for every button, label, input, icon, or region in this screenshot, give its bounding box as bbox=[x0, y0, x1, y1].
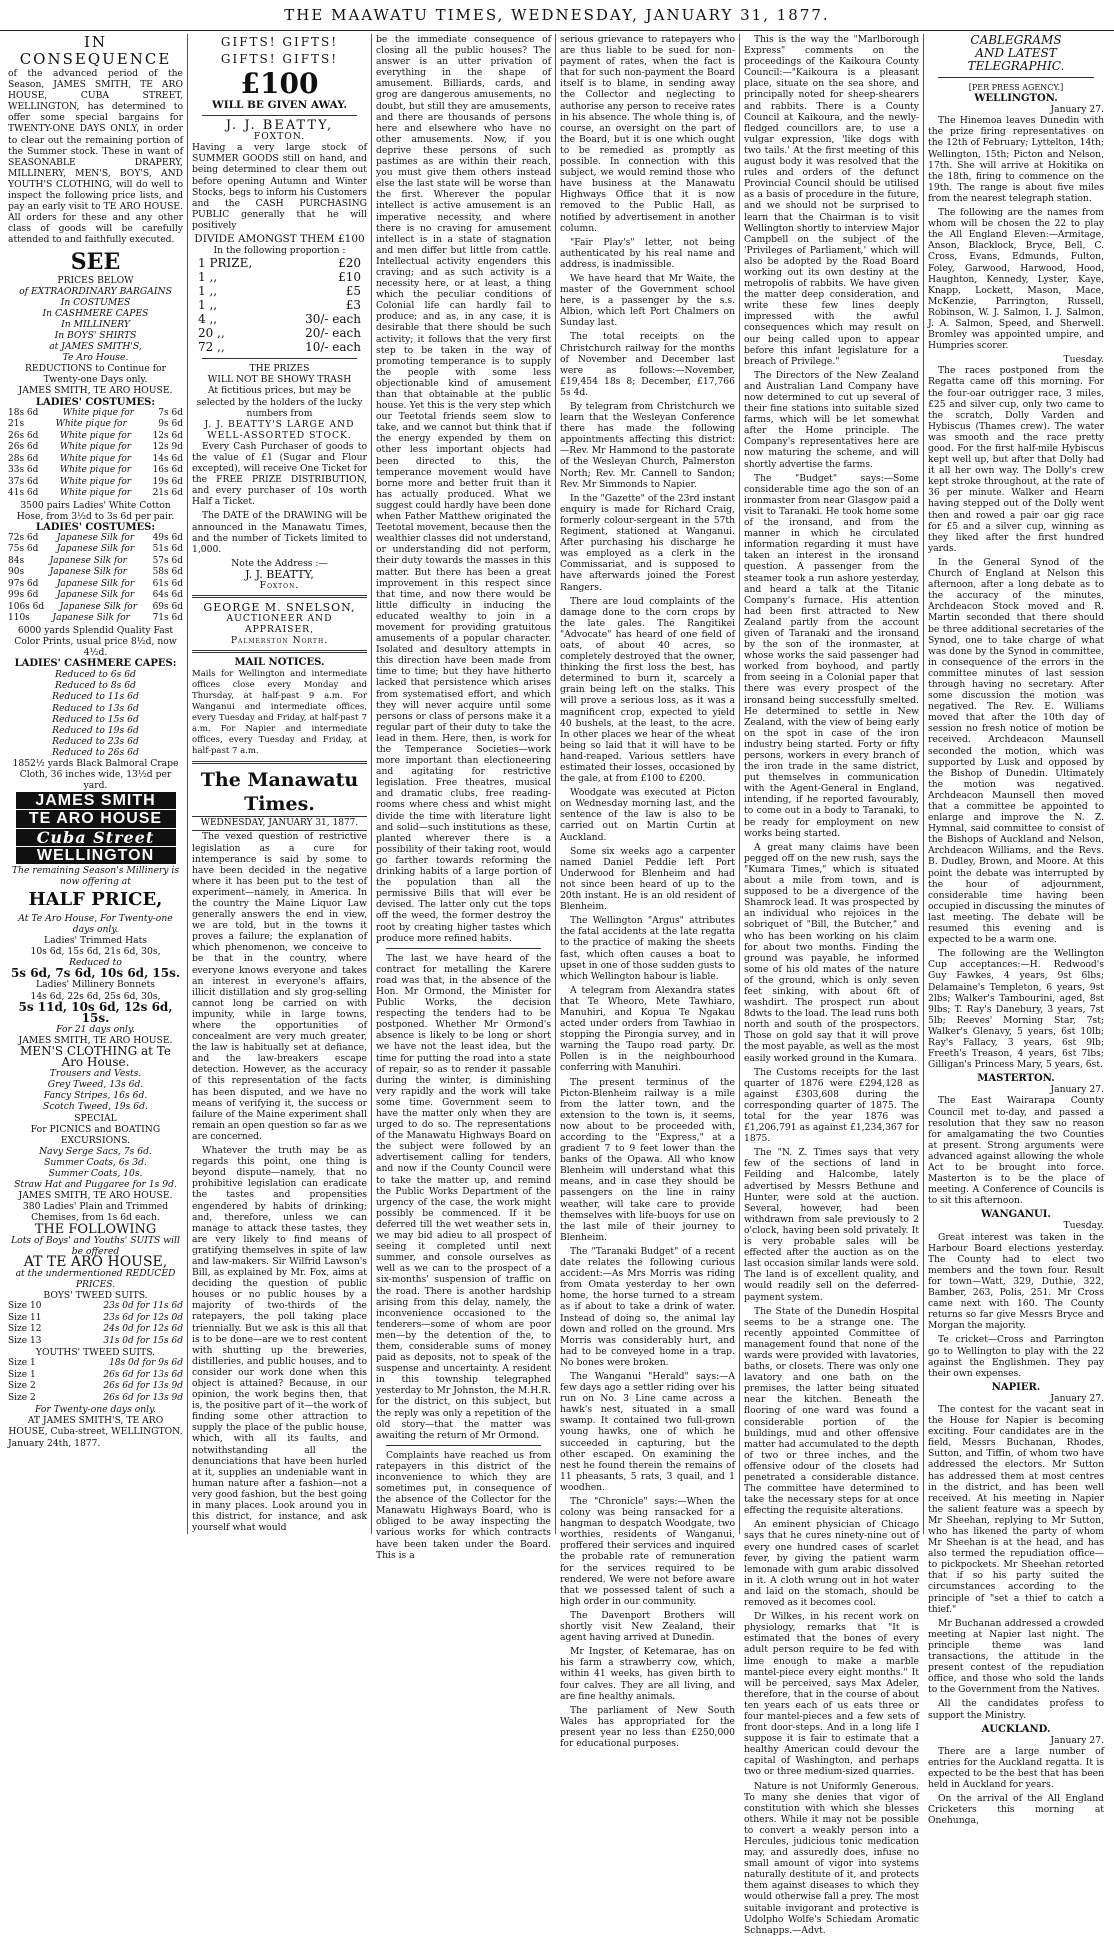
list-item: Reduced to 15s 6d bbox=[52, 713, 139, 725]
wan-text2: Te cricket—Cross and Parrington go to Wellington to play with the 22 against the Englishmen. They pay their own expenses. bbox=[928, 1334, 1104, 1379]
price-cell: 106s 6d bbox=[8, 601, 45, 612]
rule bbox=[202, 115, 357, 116]
bonnet-red: 5s 11d, 10s 6d, 12s 6d, 15s. bbox=[18, 999, 173, 1025]
price-row bbox=[8, 1301, 183, 1313]
column-2 bbox=[188, 34, 372, 1534]
column-6 bbox=[924, 33, 1108, 1827]
price-cell: White pique for bbox=[59, 430, 132, 441]
prize-cell: 1 ,, bbox=[198, 298, 218, 313]
price-cell: 61s 6d bbox=[152, 578, 183, 589]
price-cell: 14s 6d bbox=[152, 453, 183, 464]
list-item: Fancy Stripes, 16s 6d. bbox=[43, 1090, 148, 1102]
price-cell: 26s 6d for 13s 6d bbox=[103, 1369, 183, 1380]
price-row bbox=[8, 488, 183, 500]
addr-name: J. J. BEATTY, bbox=[245, 567, 314, 581]
price-row bbox=[8, 613, 183, 625]
prize-cell: £20 bbox=[338, 256, 361, 271]
list-item: Reduced to 23s 6d bbox=[52, 735, 139, 747]
editorial-1: The vexed question of restrictive legislation as a cure for intemperance is said by some to have been decided in the negative where it has been put to the test of experiment—namely, in America. In the country the Maine Liquor Law generally answers the end in view, we are told, but in the towns it proves a failure; the explanation of which phenomenon, we conceive to be that in the country, where everyone knows everyone and takes an interest in everyone's affairs, illicit distillation and sly grog-selling cannot long be carried on with impunity, while in large towns, where the opportunities of concealment are very much greater, the law is habitually set at defiance, and the law-breakers escape detection. However, as the accuracy of this representation of the facts has been disputed, and we have no means of verifying it, the success or failure of the Maine experiment shall remain an open question so far as we are concerned. bbox=[192, 831, 367, 1142]
price-cell: White pique for bbox=[59, 442, 132, 453]
note-addr: Note the Address :— bbox=[231, 557, 328, 569]
telegraphic-head: AND LATEST TELEGRAPHIC. bbox=[967, 46, 1065, 73]
price-cell: 110s bbox=[8, 613, 30, 624]
col3-text1: be the immediate consequence of closing all the public houses? The answer is an utter privation of everything in the shape of amusement. Billiards, cards, and grog are dangerous amusements, no doubt, but still they are amusements, and there are thousands of persons here and elsewhere who have no other amusements. Now, if you deprive these persons of such pastimes as are within their reach, you must give them others instead else the last state will be worse than the first. Wherever the popular intellect is active amusement is an imperative necessity, and where there is no craving for amusement intellect is in a state of stagnation and men differ but little from cattle. Intellectual activity engenders this craving; and as such activity is a necessity here, or at least, a thing which the peculiar conditions of Colonial life can hardly fail to produce; and as, in any case, it is desirable that there should be such activity; it follows that the very first step to be taken in the way of promoting temperance is to supply the people with some less objectionable kind of amusement than that obtainable at the public house. Yet this is the very step which our Teetotal friends seem slow to take, and we cannot but think that if the energy expended by them on other less important objects had been directed to this, the temperance movement would have borne more and better fruit than it has actually produced. What we suggest could hardly have been done when Father Matthew originated the Teetotal movement, because then the wealthier classes did not understand, or understanding did not perform, their duty towards the masses in this matter. But there has been a great improvement in this respect since that time, and now there would be little difficulty in inducing the educated wealthy to join in a movement for providing gratuitous amusements of a popular character. Isolated and desultory attempts in this direction have been made from time to time; but they have hitherto lacked that persistence which arises from systematised effort, and which they will never acquire until some persons or class of persons make it a regular part of their duty to take the lead in them. Here, then, is work for the Temperance Societies—work more important than electioneering and agitating for restrictive legislation. Free theatres, musical and dramatic clubs, free reading-rooms where chess and whist might divide the time with literature light and solid—such institutions as these, planted wherever there is a possibility of their taking root, would go farther towards reforming the drinking habits of a large portion of the population than all the permissive Bills that will ever be devised. The latter only cut the tops off the weed, the former destroy the root by creating higher tastes which produce more refined habits. bbox=[376, 34, 551, 944]
price-cell: Size 1 bbox=[8, 1358, 36, 1369]
nap-text2: Mr Buchanan addressed a crowded meeting at Napier last night. The principle theme was land transactions, the attitude in the present contest of the repudiation office, and those who sold the lands to the Government from the Natives. bbox=[928, 1617, 1104, 1696]
prize-cell: 4 ,, bbox=[198, 312, 218, 327]
list-item: Reduced to 26s 6d bbox=[52, 746, 139, 758]
price-cell: 37s 6d bbox=[8, 476, 39, 487]
nap-text3: All the candidates profess to support the Ministry. bbox=[928, 1698, 1104, 1721]
js2: JAMES SMITH, TE ARO HOUSE. bbox=[18, 1034, 173, 1046]
price-cell: 57s 6d bbox=[152, 555, 183, 566]
proportion: In the following proportion : bbox=[213, 245, 346, 257]
mail-head: MAIL NOTICES. bbox=[234, 657, 325, 669]
col3-text2: The last we have heard of the contract for metalling the Karere road was that, in the absence of the Hon. Mr Ormond, the Minister for Public Works, the decision respecting the tenders had to be postponed. Whether Mr Ormond's absence is likely to be long or short we have not the least idea, but the time for putting the road into a state of repair, so as to render it passable during the winter, is diminishing very rapidly and the work will take some time. Government seem to have the matter only when they are urged to do so. The representations of the Manawatu Highways Board on the subject were followed by an advertisement calling for tenders, and now if the County Council were to take the matter up, and remind the Public Works Department of the urgency of the case, the work might possibly be commenced. If it be deferred till the wet weather sets in, we may bid adieu to all prospect of seeing it completed until next summer, and console ourselves as well as we can to the prospect of a six-months' suspension of traffic on the road. There is another hardship arising from this delay, namely, the inconvenience occasioned to the tenderers—some of whom are poor men—by the detention of the, to them, considerable sums of money paid as deposits, not to speak of the suspense and uncertainty. A resident in this township telegraphed yesterday to Mr Johnston, the M.H.R. for the district, on this subject, but the reply was only a repetition of the old story—that the matter was awaiting the return of Mr Ormond. bbox=[376, 952, 552, 1441]
price-row bbox=[8, 419, 183, 431]
youths-head: YOUTHS' TWEED SUITS. bbox=[35, 1347, 156, 1359]
auk-text: There are a large number of entries for the Auckland regatta. It is expected to be the best that has been held in Auckland for years. bbox=[928, 1745, 1104, 1791]
price-cell: 18s 6d bbox=[8, 407, 39, 418]
price-row bbox=[8, 1381, 183, 1393]
price-cell: 75s 6d bbox=[8, 544, 39, 555]
price-cell: Size 2 bbox=[8, 1381, 36, 1392]
price-cell: 31s 0d for 15s 6d bbox=[103, 1335, 183, 1346]
price-cell: 71s 6d bbox=[152, 613, 183, 624]
block-te-aro: TE ARO HOUSE bbox=[16, 810, 176, 827]
rule bbox=[192, 650, 367, 653]
col4-text8: Woodgate was executed at Picton on Wednesday morning last, and the sentence of the law is also to be carried out on Martin Curtin at Auckland. bbox=[560, 787, 735, 843]
column-3 bbox=[372, 34, 556, 1561]
prize-cell: 20 ,, bbox=[198, 326, 225, 341]
price-row bbox=[8, 431, 183, 443]
column-5 bbox=[740, 34, 924, 1936]
consequence-title: IN CONSEQUENCE bbox=[19, 33, 172, 68]
price-row bbox=[8, 567, 183, 579]
at-tah: AT TE ARO HOUSE, bbox=[23, 1253, 168, 1270]
price-row bbox=[8, 408, 183, 420]
price-cell: Japanese Silk for bbox=[56, 590, 135, 601]
palmerston: Palmerston North. bbox=[230, 635, 329, 647]
list-item: Straw Hat and Puggaree for 1s 9d. bbox=[14, 1179, 177, 1191]
list-item: Summer Coats, 10s. bbox=[48, 1168, 143, 1180]
col4-text12: The present terminus of the Picton-Blenheim railway is a mile from the latter town, and the extension to the town is, it seems, now about to be proceeded with, according to the "Express," at a gradient 7 to 9 feet lower than the banks of the Opawa. All who know Blenheim will understand what this means, and in case they should be passengers on the line in rainy weather, will take care to provide themselves with life-buoys for use on the last mile of their journey to Blenheim. bbox=[560, 1076, 735, 1243]
capes-list bbox=[8, 669, 183, 758]
rule bbox=[192, 595, 367, 598]
tuesday: Tuesday. bbox=[1063, 354, 1104, 366]
price-row bbox=[8, 465, 183, 477]
price-row bbox=[8, 1393, 183, 1405]
every-cash: Every Cash Purchaser of goods to the value of £1 (Sugar and Flour excepted), will receive One Ticket for the FREE PRIZE DISTRIBUTION, and every purchaser of 10s worth Half a Ticket. bbox=[192, 440, 367, 508]
col3-text3: Complaints have reached us from ratepayers in this district of the inconvenience to which they are sometimes put, in consequence of the absence of the Collector for the Manawatu Highways Board, who is obliged to be away inspecting the various works for which contracts have been taken under the Board. This is a bbox=[376, 1449, 551, 1561]
prize-cell: £10 bbox=[338, 270, 361, 285]
col5-text9: Dr Wilkes, in his recent work on physiology, remarks that "It is estimated that the bones of every adult person require to be fed with lime enough to make a marble mantel-piece every eight months." It will be perceived, says Max Adeler, therefore, that in the course of about ten years each of us eats three or four mantel-pieces and a few sets of front door-steps. And in a long life I suppose it is fair to estimate that a healthy American could devour the capital of Washington, and perhaps two or three medium-sized quarries. bbox=[744, 1611, 919, 1778]
prints-line: 6000 yards Splendid Quality Fast Color Prints, usual price 8½d, now 4½d. bbox=[14, 624, 177, 659]
wan-date: Tuesday. bbox=[1063, 1220, 1104, 1232]
price-row bbox=[8, 590, 183, 602]
prize-cell: £3 bbox=[345, 298, 361, 313]
column-1 bbox=[4, 34, 188, 1534]
price-cell: Size 2 bbox=[8, 1392, 36, 1403]
col4-text2: "Fair Play's" letter, not being authenticated by his real name and address, is inadmissible. bbox=[560, 236, 735, 270]
price-cell: White pique for bbox=[55, 419, 127, 430]
price-row bbox=[8, 556, 183, 568]
list-item: Reduced to 13s 6d bbox=[52, 702, 139, 714]
js-line: JAMES SMITH, TE ARO HOUSE. bbox=[18, 385, 173, 397]
price-cell: 26s 6d bbox=[8, 442, 39, 453]
price-row bbox=[8, 477, 183, 489]
prize-row bbox=[192, 270, 367, 284]
col4-text6: In the "Gazette" of the 23rd instant enquiry is made for Richard Craig, formerly colour-sergeant in the 57th Regiment, stationed at Wanganui. After purchasing his discharge he was employed as a clerk in the Commissariat, and is supposed to have afterwards joined the Forest Rangers. bbox=[560, 492, 735, 593]
price-cell: 23s 6d for 12s 0d bbox=[103, 1312, 183, 1323]
bonnet-prices: 14s 6d, 22s 6d, 25s 6d, 30s, bbox=[30, 990, 161, 1002]
price-cell: 28s 6d bbox=[8, 453, 39, 464]
beatty-stock: J. J. BEATTY'S LARGE AND WELL-ASSORTED STOCK. bbox=[204, 418, 355, 441]
col4-text15: The "Chronicle" says:—When the colony was being ransacked for a hangman to despatch Woodgate, two worthies, residents of Wanganui, proffered their services and inquired the probable rate of remuneration for the services required to be rendered. We were not before aware that we possessed talent of such a high order in our community. bbox=[560, 1496, 735, 1607]
mas-text: The East Wairarapa County Council met to-day, and passed a resolution that they saw no reason for amalgamating the two Counties at present. Strong arguments were advanced against allowing the whole Act to be brought into force. Masterton is to be the place of meeting. A Conference of Councils is to sit this afternoon. bbox=[928, 1095, 1104, 1207]
list-item: Trousers and Vests. bbox=[49, 1068, 142, 1080]
col5-text2: The Directors of the New Zealand and Australian Land Company have now determined to cut up several of their fine stations into suitable sized farms, which will be let somewhat after the Home principle. The Company's representatives here are now maturing the scheme, and will shortly advertise the farms. bbox=[744, 369, 919, 470]
col5-text6: The "N. Z. Times says that very few of the sections of land in Feilding and Halcombe, lately advertised by Messrs Bethune and Hunter, were sold at the auction. Several, however, had been withdrawn from sale previously to 2 o'clock, having been sold privately. It is very probable sales will be effected after the auction as on the last occasion similar lands were sold. The land is of excellent quality, and would readily sell on the deferred-payment system. bbox=[744, 1147, 919, 1303]
price-cell: Size 10 bbox=[8, 1301, 42, 1312]
col4-text14: The Wanganui "Herald" says:—A few days ago a settler riding over his run on No. 3 Line came across a hawk's nest, situated in a small swamp. It contained two full-grown young hawks, one of which he succeeded in capturing, but the other escaped. On examining the nest he found therein the remains of 11 pheasants, 5 rats, 3 quail, and 1 woodhen. bbox=[560, 1370, 735, 1493]
wel-text: The Hinemoa leaves Dunedin with the prize firing representatives on the 12th of February; Lyttelton, 14th; Wellington, 15th; Picton and Nelson, 17th. She will arrive at Hokitika on the 18th, firing to commence on the 19th. The range is about five miles from the nearest telegraph station. bbox=[928, 115, 1104, 204]
col4-text17: Mr Ingster, of Ketemarae, has on his farm a strawberry cow, which, within 41 weeks, has given birth to four calves. They are all living, and are fine healthy animals. bbox=[560, 1646, 735, 1702]
price-row bbox=[8, 1313, 183, 1325]
remaining: The remaining Season's Millinery is now offering at bbox=[11, 864, 180, 887]
prize-row bbox=[192, 256, 367, 270]
col5-text1: This is the way the "Marlborough Express" comments on the proceedings of the Kaikoura County Council:—"Kaikoura is a pleasant place, situate on the sea shore, and principally noted for sheep-shearers and rabbits. There is a County Council at Kaikoura, and the newly-fledged councillors are, to use a vulgar expression, 'like dogs with two tails.' At the first meeting of this august body it was resolved that the rules and orders of the defunct Provincial Council should be utilised as a basis of procedure in the future, and we should not be surprised to learn that the Chairman is to visit Wellington shortly to interview Major Campbell on the subject of the 'Privileges of Parliament,' which will also be adopted by the Road Board working out its own destiny at the metropolis of rabbits. We have given the matter deep consideration, and write these few lines deeply impressed with the awful consequences which may result on our being called upon to appear before this infant legislature for a breach of Privilege." bbox=[744, 34, 919, 367]
price-row bbox=[8, 454, 183, 466]
address: AT JAMES SMITH'S, TE ARO HOUSE, Cuba-street, WELLINGTON. bbox=[8, 1415, 183, 1438]
in-list-0: In COSTUMES bbox=[60, 296, 131, 308]
picnics: For PICNICS and BOATING EXCURSIONS. bbox=[30, 1123, 161, 1146]
col4-text5: By telegram from Christchurch we learn that the Wesleyan Conference there has made the following appointments affecting this district:—Rev. Mr Hammond to the pastorate of the Wesleyan Church, Palmerston North; Rev. Mr. Cannell to Sandon; Rev. Mr Simmonds to Napier. bbox=[560, 401, 735, 490]
lots: Lots of Boys' and Youths' SUITS will be offered bbox=[11, 1234, 180, 1257]
nap-text: The contest for the vacant seat in the House for Napier is becoming exciting. Four candidates are in the field, Messrs Buchanan, Rhodes, Sutton, and Tiffin, of whom two have addressed the electors. Mr Sutton has addressed them at most centres in the district, and has been well received. At his meeting in Napier the salient feature was a speech by Mr Sheehan, replying to Mr Sutton, who has likened the party of whom Mr Sheehan is at the head, and has also termed the repudiation office—to pickpockets. Mr Sheehan retorted that if so his party suited the circumstances according to the principle of "set a thief to catch a thief." bbox=[928, 1403, 1104, 1615]
price-cell: Japanese Silk for bbox=[59, 601, 138, 612]
following: THE FOLLOWING bbox=[34, 1221, 157, 1237]
in-list-1: In CASHMERE CAPES bbox=[42, 307, 149, 319]
price-cell: 24s 0d for 12s 6d bbox=[103, 1324, 183, 1335]
date: January 24th, 1877. bbox=[8, 1437, 101, 1449]
gifts-heading: GIFTS! GIFTS! GIFTS! GIFTS! bbox=[220, 35, 339, 66]
wan-text: Great interest was taken in the Harbour Board elections yesterday. The County had to elect two members and the town four. Result for town—Watt, 329, Duthie, 322, Bamber, 263, Polis, 251. Mr Cross came next with 160. The County returns so far give Messrs Bryce and Morgan the majority. bbox=[928, 1231, 1104, 1332]
price-cell: 21s 6d bbox=[152, 488, 183, 499]
auckland-head: AUCKLAND. bbox=[981, 1723, 1051, 1735]
beatty-ad bbox=[192, 34, 367, 831]
list-item: Summer Coats, 6s 3d. bbox=[44, 1156, 147, 1168]
block-cuba: Cuba Street bbox=[16, 829, 176, 846]
col5-text3: The "Budget" says:—Some considerable time ago the son of an ironmaster from near Glasgow paid a visit to Taranaki. He took home some of the ironsand, and from the manner in which he circulated information regarding it must have taken an interest in the ironsand question. A passenger from the steamer took a run ashore yesterday, and heard a talk at the Titanic Company's furnace. His attention had been first attracted to New Zealand partly from the account given of Taranaki and the ironsand by the son of the ironmaster, at whose works the said passenger had worked from boyhood, and partly from seeing in a Colonial paper that there was every prospect of the ironsand being successfully smelted. He determined to settle in New Zealand, with the view of being early on the spot in case of the iron industry being started. Forty or fifty persons, workers in every branch of the iron trade in the same district, put themselves in communication with the Agent-General in England, intending, if he reported favourably, to come out in a body to Taranaki, to be ready for employment on new works being started. bbox=[744, 472, 919, 839]
at-te-aro: At Te Aro House, For Twenty-one days only. bbox=[18, 912, 173, 935]
column-4 bbox=[556, 34, 740, 1749]
block-james-smith: JAMES SMITH bbox=[16, 792, 176, 809]
col4-text10: The Wellington "Argus" attributes the fatal accidents at the late regatta to the practice of making the sheets fast, which often causes a boat to upset in one of those sudden gusts to which Wellington habour is liable. bbox=[560, 915, 735, 982]
price-cell: Japanese Silk for bbox=[56, 532, 135, 543]
masthead: THE MAAWATU TIMES, WEDNESDAY, JANUARY 31, 1877. bbox=[0, 0, 1114, 31]
price-cell: 26s 6d for 13s 9d bbox=[103, 1392, 183, 1403]
prize-list bbox=[192, 256, 367, 354]
prize-cell: 30/- each bbox=[305, 312, 361, 327]
col5-text8: An eminent physician of Chicago says that he cures ninety-nine out of every one hundred cases of scarlet fever, by giving the patient warm lemonade with gum arabic dissolved in it. A cloth wrung out in hot water and laid on the stomach, should be removed as it becomes cool. bbox=[744, 1519, 919, 1609]
col5-text5: The Customs receipts for the last quarter of 1876 were £294,128 as against £303,608 during the corresponding quarter of 1875. The total for the year 1876 was £1,206,791 as against £1,234,367 for 1875. bbox=[744, 1066, 919, 1145]
beatty-place: FOXTON. bbox=[253, 131, 306, 143]
wanganui-head: WANGANUI. bbox=[981, 1209, 1051, 1221]
beatty-intro: Having a very large stock of SUMMER GOODS still on hand, and being determined to clear them out before opening Autumn and Winter Stocks, begs to inform his Customers and the CASH PURCHASING PUBLIC generally that he will positively bbox=[192, 142, 367, 231]
price-cell: 33s 6d bbox=[8, 465, 39, 476]
list-item: Reduced to 11s 6d bbox=[52, 691, 139, 703]
special: SPECIAL bbox=[74, 1112, 117, 1124]
for21b: For Twenty-one days only. bbox=[35, 1404, 156, 1416]
price-cell: Japanese Silk for bbox=[56, 544, 135, 555]
costumes-head: LADIES' COSTUMES: bbox=[35, 396, 156, 408]
price-cell: White pique for bbox=[59, 453, 132, 464]
prices-below: PRICES BELOW bbox=[57, 274, 134, 286]
col4-text3: We have heard that Mr Waite, the master of the Government school here, is a passenger by the s.s. Albion, which left Port Chalmers on Sunday last. bbox=[560, 272, 735, 329]
price-cell: White pique for bbox=[59, 488, 132, 499]
prize-cell: 1 ,, bbox=[198, 270, 218, 285]
costumes-list bbox=[8, 408, 183, 500]
col4-text11: A telegram from Alexandra states that Te Wheoro, Mete Tawhiaro, Manuhiri, and Kopua Te Ngakau acted under orders from Tawhiao in stopping the Pirongia survey, and in warning the Taupo road party. Dr. Pollen is in the neighbourhood conferring with Manuhiri. bbox=[560, 984, 735, 1074]
editorial-2: Whatever the truth may be as regards this point, one thing is beyond dispute—namely, that no prohibitive legislation can eradicate the tastes and propensities engendered by habits of drinking; and, therefore, unless we can manage to attack these tastes, they are very likely to find means of gratifying themselves in spite of law and law-makers. Sir Wilfrid Lawson's Bill, as explained by Mr. Fox, aims at deciding the question of public houses or no public houses by a majority of two-thirds of the ratepayers, the poll taking place triennially. But we ask is this all that is to be done—are we to rest content with shutting up the breweries, distilleries, and public houses, and to consider our work done when this object is attained? Because, in our opinion, the work begins then, that is, the positive part of it—the work of finding some other attraction to supply the place of the public house, which, with all its faults, and notwithstanding all the denunciations that have been hurled at it, supplies an undeniable want in human nature after a fashion—not a very good fashion, but the best going in many places. Look around you in this district, for instance, and ask yourself what would bbox=[192, 1145, 367, 1534]
the-prizes: THE PRIZES bbox=[249, 363, 310, 375]
consequence-body: of the advanced period of the Season, JAMES SMITH, TE ARO HOUSE, CUBA STREET, WELLINGTON, has determined to offer some special bargains for TWENTY-ONE DAYS ONLY, in order to clear out the remaining portion of the Summer stock. These in want of SEASONABLE DRAPERY, MILLINERY, MEN'S, BOY'S, AND YOUTH'S CLOTHING, will do well to inspect the following price lists, and pay an early visit to TE ARO HOUSE. All orders for these and any other class of goods will be carefully attended to and faithfully executed. bbox=[8, 68, 183, 246]
prize-row bbox=[192, 298, 367, 312]
addr-place: Foxton. bbox=[259, 580, 300, 591]
price-cell: 41s 6d bbox=[8, 488, 39, 499]
james-smith-ad bbox=[8, 34, 183, 1449]
tue-text: The races postponed from the Regatta came off this morning. For the four-oar outrigger race, 3 miles, £25 and silver cup, only two came to the scratch, Dolly Varden and Hybiscus (Thames crew). The water was smooth and the race pretty good. For the first half-mile Hybiscus kept well up, but after that Dolly had it all her own way. The Dolly's crew kept stroke throughout, at the rate of 36 per minute. Walker and Hearn having stepped out of the Dolly went then and rowed a pair oar gig race for £5 and a silver cup, winning as they liked after the first hundred yards. bbox=[928, 365, 1104, 554]
in-list-2: In MILLINERY bbox=[61, 318, 130, 330]
prize-row bbox=[192, 340, 367, 354]
tue-text2: In the General Synod of the Church of England at Nelson this afternoon, after a long debate as to the accuracy of the minutes, Archdeacon Stock moved and R. Martin seconded that there should be three additional secretaries of the Synod, one to take charge of what was done by the Synod in committee, in consequence of the errors in the committee minutes of last session through having no secretary. After some discussion the motion was negatived. The Rev. E. Williams moved that after the 10th day of session no fresh notice of motion be received. Archdeacon Maunsell seconded the motion, which was supported by Lusk and opposed by the Bishop of Dunedin. Ultimately the motion was negatived. Archdeacon Maunsell then moved that a committee be appointed to enlarge and improve the N. Z. Hymnal, said committee to consist of the Bishops of Auckland and Nelson, Archdeacon Williams, and the Revs. B. Dudley, Brown, and Moore. At this point the debate was interrupted by the hour of adjournment, considerable time having been occupied in discussing the minutes of last meeting. The debate will be resumed this evening and is expected to be a warm one. bbox=[928, 556, 1104, 946]
price-cell: 58s 6d bbox=[152, 567, 183, 578]
price-cell: White pique for bbox=[59, 476, 132, 487]
col5-text7: The State of the Dunedin Hospital seems to be a strange one. The recently appointed Committee of management found that none of the wards were provided with lavatories, baths, or closets. There was only one lavatory and one bath on the premises, the latter being situated near the kitchen. Beneath the flooring of one ward was found a considerable portion of the buildings, mud and other offensive matter had accumulated to the depth of two or three inches, and the offensive odour of the closets had penetrated a considerable distance. The committee have determined to take the necessary steps for at once effecting the requisite alterations. bbox=[744, 1305, 919, 1517]
prize-row bbox=[192, 284, 367, 298]
in-list-3: In BOYS' SHIRTS bbox=[54, 329, 137, 341]
boys-list bbox=[8, 1301, 183, 1347]
at-james: at JAMES SMITH'S, bbox=[49, 341, 142, 353]
mail-body: Mails for Wellington and intermediate offices close every Monday and Thursday, at half-past 9 a.m. For Wanganui and intermediate offices, every Tuesday and Friday, at half-past 7 a.m. For Napier and intermediate offices, every Tuesday and Friday, at half-past 7 a.m. bbox=[192, 668, 367, 757]
price-cell: 90s bbox=[8, 567, 25, 578]
trimmed-red: 5s 6d, 7s 6d, 10s 6d, 15s. bbox=[10, 966, 181, 981]
prize-cell: 1 PRIZE, bbox=[198, 256, 253, 271]
fictitious: At fictitious prices, but may be selected by the holders of the lucky numbers from bbox=[196, 385, 363, 419]
price-cell: 9s 6d bbox=[158, 419, 183, 430]
price-cell: 84s bbox=[8, 555, 25, 566]
price-cell: 97s 6d bbox=[8, 578, 39, 589]
col5-text4: A great many claims have been pegged off on the new rush, says the "Kumara Times," which is situated about a mile from town, and is supposed to be a divergence of the Shamrock lead. It was prospected by an individual who rejoices in the sobriquet of "Bill, the Butcher," and who has been working on his claim for about two months. Finding the ground was payable, he informed some of his old mates of the nature of the ground, which is only seven feet sinking, with about 6ft of washdirt. The prospect run about 8dwts to the load. The lead runs both north and south of the prospectors. Those on gold say that it will prove the most payable, as well as the most easily worked ground in the Kumara. bbox=[744, 841, 919, 1064]
price-row bbox=[8, 1336, 183, 1348]
see-heading: SEE bbox=[70, 248, 121, 275]
napier-head: NAPIER. bbox=[991, 1381, 1041, 1393]
for21: For 21 days only. bbox=[56, 1023, 135, 1035]
js3: JAMES SMITH, TE ARO HOUSE. bbox=[18, 1190, 173, 1202]
price-cell: White pique for bbox=[62, 407, 134, 418]
price-row bbox=[8, 442, 183, 454]
auk-text2: On the arrival of the All England Cricketers this morning at Onehunga, bbox=[928, 1793, 1104, 1827]
chemises: 380 Ladies' Plain and Trimmed Chemises, from 1s 6d each. bbox=[22, 1201, 169, 1224]
price-cell: 64s 6d bbox=[152, 590, 183, 601]
col4-text9: Some six weeks ago a carpenter named Daniel Peddie left Port Underwood for Blenheim and had not since been heard of up to the 20th instant. He is an old resident of Blenheim. bbox=[560, 845, 735, 913]
divide: DIVIDE AMONGST THEM £100 bbox=[194, 233, 365, 246]
prize-row bbox=[192, 326, 367, 340]
list-item: Reduced to 19s 6d bbox=[52, 724, 139, 736]
te-aro: Te Aro House. bbox=[62, 352, 129, 364]
price-cell: 51s 6d bbox=[152, 544, 183, 555]
youths-list bbox=[8, 1358, 183, 1404]
list-item: Grey Tweed, 13s 6d. bbox=[47, 1079, 144, 1091]
not-showy: WILL NOT BE SHOWY TRASH bbox=[207, 374, 352, 386]
boys-head: BOYS' TWEED SUITS. bbox=[43, 1290, 148, 1302]
costumes2-head: LADIES' COSTUMES: bbox=[35, 521, 156, 533]
mens-head: MEN'S CLOTHING at Te Aro House. bbox=[20, 1044, 171, 1070]
press-agency: [PER PRESS AGENCY.] bbox=[968, 83, 1064, 92]
price-cell: Japanese Silk for bbox=[49, 555, 127, 566]
price-cell: 99s 6d bbox=[8, 590, 39, 601]
price-cell: 72s 6d bbox=[8, 532, 39, 543]
snelson: GEORGE M. SNELSON, bbox=[203, 601, 356, 615]
prize-cell: 20/- each bbox=[305, 326, 361, 341]
col4-text4: The total receipts on the Christchurch railway for the months of November and December last were as follows:—November, £19,454 18s 8; December, £17,766 5s 4d. bbox=[560, 331, 735, 398]
beatty-name: J. J. BEATTY, bbox=[225, 118, 334, 134]
price-cell: 49s 6d bbox=[152, 532, 183, 543]
costumes2-list bbox=[8, 533, 183, 625]
col4-text16: The Davenport Brothers will shortly visit New Zealand, their agent having arrived at Dunedin. bbox=[560, 1609, 735, 1644]
wel-text2: The following are the names from whom will be chosen the 22 to play the All England Eleven:—Armitage, Anson, Blacklock, Bryce, Bell, C. Cross, Evans, Edmunds, Fulton, Foley, Garwood, Harwood, Hood, Haughton, Kennedy, Lyster, Kaye, Knapp, Lockett, Mason, Mace, McKenzie, Parrington, Russell, Robinson, W. J. Salmon, I. J. Salmon, J. A. Salmon, Speed, and Sherwell. Bromley was appointed umpire, and Humpries scorer. bbox=[928, 207, 1104, 352]
mens-list bbox=[8, 1068, 183, 1112]
reductions: REDUCTIONS to Continue for Twenty-one Days only. bbox=[24, 363, 167, 386]
price-cell: 12s 6d bbox=[152, 430, 183, 441]
rule bbox=[386, 948, 541, 949]
of-extra: of EXTRAORDINARY BARGAINS bbox=[19, 285, 172, 297]
masterton-head: MASTERTON. bbox=[977, 1073, 1055, 1085]
rule bbox=[386, 1445, 541, 1446]
price-cell: Size 11 bbox=[8, 1312, 42, 1323]
half-price: HALF PRICE, bbox=[28, 888, 163, 910]
list-item: Reduced to 6s 6d bbox=[55, 669, 136, 681]
price-cell: 23s 0d for 11s 6d bbox=[103, 1301, 183, 1312]
price-row bbox=[8, 1324, 183, 1336]
price-cell: 19s 6d bbox=[152, 476, 183, 487]
price-cell: Japanese Silk for bbox=[56, 578, 135, 589]
tue-text3: The following are the Wellington Cup acceptances:—H. Redwood's Guy Fawkes, 4 years, 9st 6lbs; Delamaine's Templeton, 6 years, 9st 2lbs; Walker's Tambourini, aged, 8st 9lbs; T. Ray's Danebury, 3 years, 7st 5lb; Reeves' Morning Star, 7st; Walker's Glenavy, 5 years, 6st 10lb; Ray's Fallacy, 3 years, 6st 9lb; Freeth's Treason, 4 years, 6st 7lbs; Gilligan's Princess Mary, 5 years, 6st. bbox=[928, 948, 1104, 1071]
col5-text10: Nature is not Uniformly Generous. To many she denies that vigor of constitution with which she blesses others. While it may not be possible to convert a weakly person into a Hercules, judicious tonic medication may, and assuredly does, infuse no small amount of vigor into systems naturally destitute of it, and protects them against diseases to which they would otherwise fall a prey. The most suitable invigorant and protective is Udolpho Wolfe's Schiedam Aromatic Schnapps.—Advt. bbox=[744, 1780, 919, 1936]
price-row bbox=[8, 579, 183, 591]
price-row bbox=[8, 544, 183, 556]
price-cell: Size 13 bbox=[8, 1335, 42, 1346]
price-row bbox=[8, 1358, 183, 1370]
block-wellington: WELLINGTON bbox=[16, 847, 176, 864]
price-cell: 26s 6d bbox=[8, 430, 39, 441]
col4-text7: There are loud complaints of the damage done to the corn crops by the late gales. The Rangitikei "Advocate" has heard of one field of oats, of about 40 acres, so completely destroyed that the owner, thinking the first loss the best, has determined to burn it, scarcely a grain being left on the stalks. This will prove a serious loss, as it was a magnificent crop, expected to yield 40 bushels, at the least, to the acre. In other places we hear of the wheat being so laid that it will have to be hand-reaped. Various settlers have estimated their losses, occasioned by the gale, at from £100 to £200. bbox=[560, 595, 735, 785]
rule bbox=[202, 358, 357, 359]
given: WILL BE GIVEN AWAY. bbox=[211, 99, 348, 111]
list-item: Reduced to 8s 6d bbox=[55, 680, 136, 692]
cablegrams-head: CABLEGRAMS bbox=[970, 33, 1062, 47]
capes-head: LADIES' CASHMERE CAPES: bbox=[14, 658, 177, 670]
col4-text13: The "Taranaki Budget" of a recent date relates the following curious accident:—As Mrs Morris was riding from Omata yesterday to her own home, the horse turned to a stream as if about to take a drink of water. Instead of doing so, the animal lay down and rolled on the ground. Mrs Morris was considerably hurt, and had to be conveyed home in a trap. No bones were broken. bbox=[560, 1245, 735, 1368]
col4-text1: serious grievance to ratepayers who are thus liable to be sued for non-payment of rates, when the fact is that for such non-payment the Board itself is to blame, in sending away the Collector and neglecting to authorise any person to receive rates in his absence. The whole thing is, of course, an oversight on the part of the Board, but it is one which ought to be remedied as promptly as possible. In connection with this subject, we would remind those who have business at the Manawatu Highways Office that it is now removed to the Public Hall, as notified by advertisement in another column. bbox=[560, 34, 735, 234]
paper-date: WEDNESDAY, JANUARY 31, 1877. bbox=[192, 816, 367, 831]
price-cell: Japanese Silk for bbox=[49, 567, 127, 578]
price-row bbox=[8, 602, 183, 614]
price-cell: 69s 6d bbox=[152, 601, 183, 612]
list-item: Navy Serge Sacs, 7s 6d. bbox=[39, 1145, 152, 1157]
auctioneer: AUCTIONEER AND APPRAISER, bbox=[226, 613, 333, 636]
prize-cell: £5 bbox=[345, 284, 361, 299]
reduced-to: Reduced to bbox=[69, 957, 122, 969]
price-cell: 16s 6d bbox=[152, 465, 183, 476]
page-columns bbox=[4, 33, 1110, 1936]
price-cell: 21s bbox=[8, 419, 25, 430]
wel-date: January 27. bbox=[1050, 104, 1104, 116]
prize-cell: 72 ,, bbox=[198, 340, 225, 355]
price-cell: 18s 0d for 9s 6d bbox=[109, 1358, 183, 1369]
undermentioned: at the undermentioned REDUCED PRICES. bbox=[15, 1267, 176, 1290]
auk-date: January 27. bbox=[1050, 1734, 1104, 1746]
prize-cell: 10/- each bbox=[305, 340, 361, 355]
price-cell: 7s 6d bbox=[158, 407, 183, 418]
mas-date: January 27. bbox=[1050, 1084, 1104, 1096]
price-row bbox=[8, 533, 183, 545]
wellington-head: WELLINGTON. bbox=[974, 93, 1058, 105]
col4-text18: The parliament of New South Wales has appropriated for the present year no less than £250,000 for educational purposes. bbox=[560, 1704, 735, 1749]
crape-line: 1852½ yards Black Balmoral Crape Cloth, 36 inches wide, 13½d per yard. bbox=[12, 758, 179, 792]
nap-date: January 27. bbox=[1050, 1392, 1104, 1404]
pairs-line: 3500 pairs Ladies' White Cotton Hose, from 3½d to 3s 6d per pair. bbox=[16, 499, 175, 522]
rule bbox=[938, 77, 1094, 78]
price-cell: Japanese Silk for bbox=[52, 613, 130, 624]
prize-row bbox=[192, 312, 367, 326]
price-cell: Size 1 bbox=[8, 1369, 36, 1380]
trimmed-prices: 10s 6d, 15s 6d, 21s 6d, 30s, bbox=[30, 946, 161, 958]
prize-cell: 1 ,, bbox=[198, 284, 218, 299]
price-cell: White pique for bbox=[59, 465, 132, 476]
rule bbox=[192, 761, 367, 764]
price-cell: 26s 6d for 13s 9d bbox=[103, 1381, 183, 1392]
paper-title: The Manawatu Times. bbox=[200, 769, 359, 816]
trimmed-head: Ladies' Trimmed Hats bbox=[43, 935, 147, 947]
list-item: Scotch Tweed, 19s 6d. bbox=[43, 1101, 148, 1113]
bonnets-head: Ladies' Millinery Bonnets bbox=[36, 979, 155, 991]
price-cell: Size 12 bbox=[8, 1324, 42, 1335]
price-row bbox=[8, 1370, 183, 1382]
amount: £100 bbox=[240, 67, 319, 100]
boating-list bbox=[8, 1146, 183, 1190]
price-cell: 12s 9d bbox=[152, 442, 183, 453]
drawing: The DATE of the DRAWING will be announced in the Manawatu Times, and the number of Tickets limited to 1,000. bbox=[192, 510, 367, 555]
